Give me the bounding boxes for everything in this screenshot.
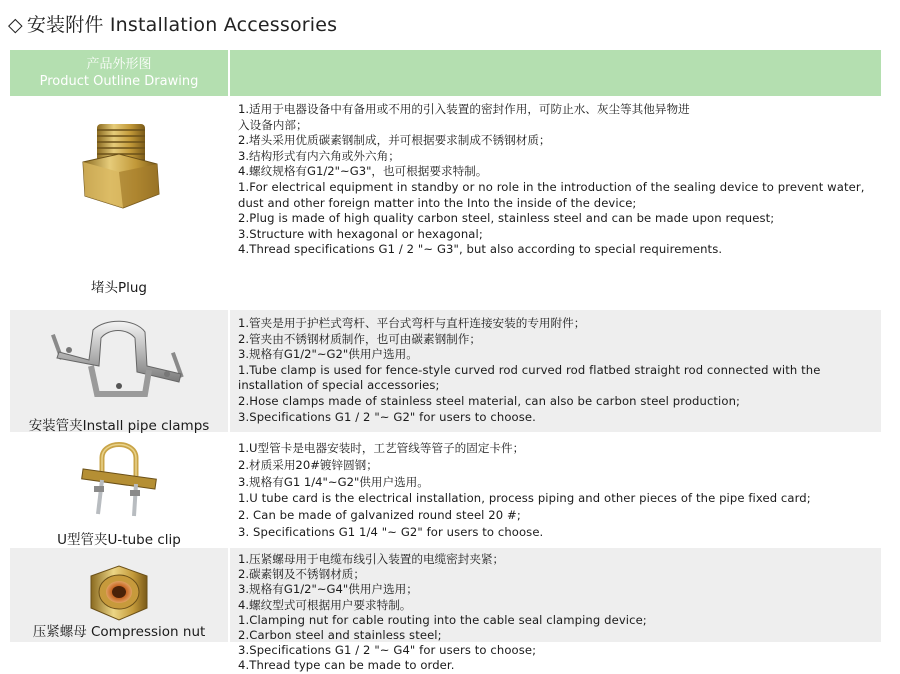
description-line: 1.适用于电器设备中有备用或不用的引入装置的密封作用，可防止水、灰尘等其他异物进 [238, 102, 690, 116]
plug-image [69, 116, 169, 226]
table-row [10, 548, 881, 673]
header-divider [228, 50, 230, 96]
description-line: 3.规格有G1 1/4"~G2"供用户选用。 [238, 474, 429, 489]
description-line: 2.Plug is made of high quality carbon steel, stainless steel and can be made upon request; [238, 211, 775, 226]
description-line: 1.管夹是用于护栏式弯杆、平台式弯杆与直杆连接安装的专用附件； [238, 316, 586, 330]
description-line: 2. Can be made of galvanized round steel 20 #; [238, 508, 521, 523]
description-line: 4.螺纹规格有G1/2"~G3"，也可根据要求特制。 [238, 164, 488, 179]
description-line: 2.碳素钢及不锈钢材质； [238, 567, 365, 582]
page-title-text: 安装附件 Installation Accessories [26, 14, 338, 36]
diamond-icon: ◇ [8, 14, 23, 36]
u-tube-clip-image [74, 436, 164, 520]
product-caption: 压紧螺母 Compression nut [32, 624, 206, 640]
header-col-drawing-cn: 产品外形图 [86, 57, 152, 72]
description-line: 3.结构形式有内六角或外六角； [238, 148, 400, 163]
product-image-cell [10, 98, 228, 308]
description-line: 1.Tube clamp is used for fence-style curved rod curved rod flatbed straight rod connected with the [238, 362, 821, 377]
description-line: 2.Carbon steel and stainless steel; [238, 628, 442, 643]
table-header [10, 50, 881, 96]
description-line: 4.Thread specifications G1 / 2 "~ G3", but also according to special requirements. [238, 242, 723, 257]
description-line: 3. Specifications G1 1/4 "~ G2" for users to choose. [238, 524, 544, 539]
product-description [238, 316, 881, 425]
compression-nut-image [81, 562, 157, 628]
description-line: 3.规格有G1/2"~G2"供用户选用。 [238, 347, 418, 362]
description-line: 2.Hose clamps made of stainless steel material, can also be carbon steel production; [238, 393, 741, 408]
product-description [238, 102, 881, 258]
description-line: 4.螺纹型式可根据用户要求特制。 [238, 597, 412, 612]
product-description-cell [230, 434, 881, 546]
description-line: 1.For electrical equipment in standby or no role in the introduction of the sealing device to prevent water, [238, 179, 865, 194]
product-caption: 安装管夹Install pipe clamps [28, 418, 210, 434]
product-description-cell [230, 98, 881, 308]
description-line: 2.材质采用20#镀锌圆钢； [238, 457, 378, 472]
description-line: installation of special accessories; [238, 378, 440, 393]
product-description-cell [230, 548, 881, 673]
description-line: 3.Specifications G1 / 2 "~ G2" for users to choose. [238, 409, 536, 424]
description-line: 2.堵头采用优质碳素钢制成，并可根据要求制成不锈钢材质； [238, 133, 551, 148]
table-row [10, 310, 881, 432]
description-line: 1.U型管卡是电器安装时，工艺管线等管子的固定卡件； [238, 441, 525, 455]
description-line: 1.压紧螺母用于电缆布线引入装置的电缆密封夹紧； [238, 552, 505, 566]
table-row [10, 434, 881, 546]
accessories-table [10, 50, 881, 673]
product-description [238, 440, 881, 541]
product-caption: 堵头Plug [90, 280, 148, 296]
description-line: 3.规格有G1/2"~G4"供用户选用； [238, 582, 418, 597]
description-line: 1.Clamping nut for cable routing into the cable seal clamping device; [238, 612, 647, 627]
description-line: 3.Specifications G1 / 2 "~ G4" for users to choose; [238, 643, 537, 658]
header-col-drawing-en: Product Outline Drawing [39, 74, 199, 89]
description-line: 4.Thread type can be made to order. [238, 658, 455, 673]
header-col-drawing [10, 50, 228, 96]
description-line: 2.管夹由不锈钢材质制作，也可由碳素钢制作； [238, 331, 481, 346]
description-line: 入设备内部； [238, 117, 308, 132]
product-description-cell [230, 310, 881, 432]
table-row [10, 98, 881, 308]
pipe-clamp-image [49, 316, 189, 398]
description-line: 3.Structure with hexagonal or hexagonal; [238, 226, 483, 241]
description-line: 1.U tube card is the electrical installation, process piping and other pieces of the pipe fixed card; [238, 491, 811, 506]
page-title [8, 10, 337, 37]
product-description [238, 552, 881, 674]
product-image-cell [10, 548, 228, 642]
description-line: dust and other foreign matter into the Into the inside of the device; [238, 195, 637, 210]
product-image-cell [10, 434, 228, 546]
product-image-cell [10, 310, 228, 432]
product-caption: U型管夹U-tube clip [57, 532, 181, 548]
